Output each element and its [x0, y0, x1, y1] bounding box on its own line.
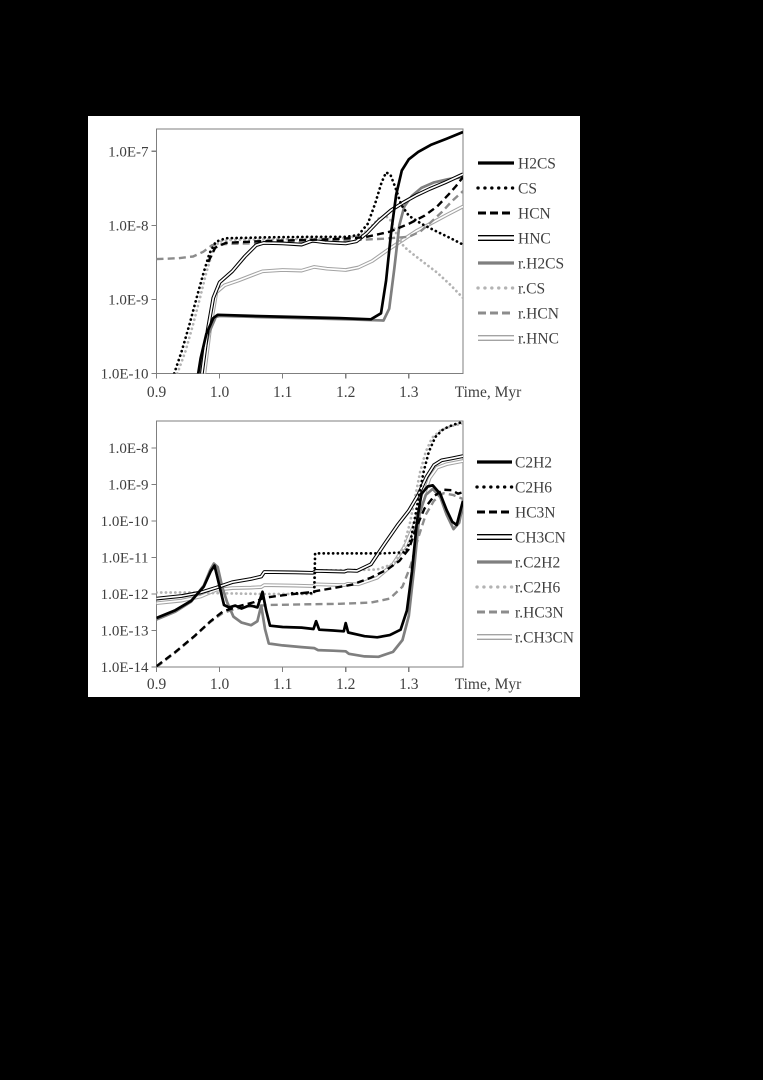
- series-line-HNC: [202, 174, 463, 373]
- x-tick-label: 1.0: [209, 676, 230, 693]
- legend-label: C2H6: [515, 479, 553, 497]
- legend-item-r.HCN: [478, 306, 559, 323]
- legend-item-r.C2H6: [477, 580, 560, 597]
- legend-label: r.C2H6: [515, 579, 561, 597]
- legend-label: r.CH3CN: [515, 629, 574, 647]
- legend-item-r.H2CS: [478, 256, 564, 273]
- series-line-H2CS: [196, 132, 463, 390]
- y-tick-label: 1.0E-10: [100, 366, 149, 383]
- y-tick-label: 1.0E-13: [100, 623, 149, 640]
- x-tick-label: 0.9: [146, 676, 167, 693]
- legend-label: r.HCN: [518, 305, 559, 323]
- legend-item-r.CS: [478, 281, 545, 298]
- series-layer: [157, 132, 464, 390]
- legend-label: HCN: [518, 205, 551, 223]
- y-tick-label: 1.0E-9: [108, 292, 149, 309]
- x-tick-label: 1.0: [209, 384, 230, 401]
- legend-label: HNC: [518, 230, 551, 248]
- legend-item-HCN: [478, 206, 551, 223]
- y-tick-label: 1.0E-10: [100, 514, 149, 531]
- legend-label: r.C2H2: [515, 554, 561, 572]
- x-axis-title: Time, Myr: [454, 384, 522, 401]
- series-line-CS: [174, 172, 463, 373]
- series-line-HNC-inner: [202, 174, 463, 373]
- legend-label: r.HNC: [518, 330, 559, 348]
- series-line-r.CS: [177, 216, 463, 374]
- series-line-r.H2CS: [198, 177, 463, 390]
- x-tick-label: 1.3: [399, 384, 419, 401]
- legend-item-r.HC3N: [477, 605, 564, 622]
- x-tick-label: 1.1: [272, 384, 293, 401]
- legend-label: CH3CN: [515, 529, 566, 547]
- legend-label: HC3N: [515, 504, 556, 522]
- legend-item-C2H2: [477, 455, 552, 472]
- legend: [477, 455, 574, 647]
- series-line-C2H6: [292, 422, 463, 593]
- x-tick-label: 1.2: [336, 676, 356, 693]
- legend-item-r.C2H2: [477, 555, 560, 572]
- legend-item-r.CH3CN: [477, 630, 574, 647]
- x-tick-label: 1.3: [399, 676, 419, 693]
- legend-item-H2CS: [478, 156, 556, 173]
- series-line-r.HCN: [157, 191, 464, 259]
- legend-label: r.H2CS: [518, 255, 565, 273]
- legend-item-HC3N: [477, 505, 555, 522]
- legend-item-CH3CN: [477, 530, 566, 547]
- legend-item-CS: [478, 181, 537, 198]
- charts-svg: [88, 116, 580, 697]
- figure-panel: [88, 116, 580, 697]
- y-tick-label: 1.0E-12: [100, 587, 149, 604]
- legend-item-r.HNC: [478, 331, 559, 348]
- legend-label: H2CS: [518, 155, 556, 173]
- legend-item-HNC: [478, 231, 551, 248]
- y-tick-label: 1.0E-9: [108, 477, 149, 494]
- x-tick-label: 1.2: [336, 384, 356, 401]
- x-tick-label: 1.1: [272, 676, 293, 693]
- legend-label: C2H2: [515, 454, 553, 472]
- legend-label: CS: [518, 180, 537, 198]
- y-tick-label: 1.0E-14: [100, 660, 149, 676]
- legend-item-C2H6: [477, 480, 552, 497]
- series-layer: [157, 422, 464, 667]
- x-tick-label: 0.9: [146, 384, 167, 401]
- x-axis-title: Time, Myr: [454, 676, 522, 693]
- y-tick-label: 1.0E-8: [108, 218, 149, 235]
- legend-label: r.CS: [518, 280, 546, 298]
- y-tick-label: 1.0E-8: [108, 441, 149, 458]
- y-tick-label: 1.0E-11: [101, 550, 149, 567]
- legend-label: r.HC3N: [515, 604, 564, 622]
- top-chart: [101, 129, 565, 401]
- bottom-chart: [101, 421, 574, 693]
- y-tick-label: 1.0E-7: [108, 144, 149, 161]
- series-line-r.HNC: [204, 207, 463, 374]
- series-line-r.HNC-inner: [204, 207, 463, 374]
- legend: [478, 156, 564, 348]
